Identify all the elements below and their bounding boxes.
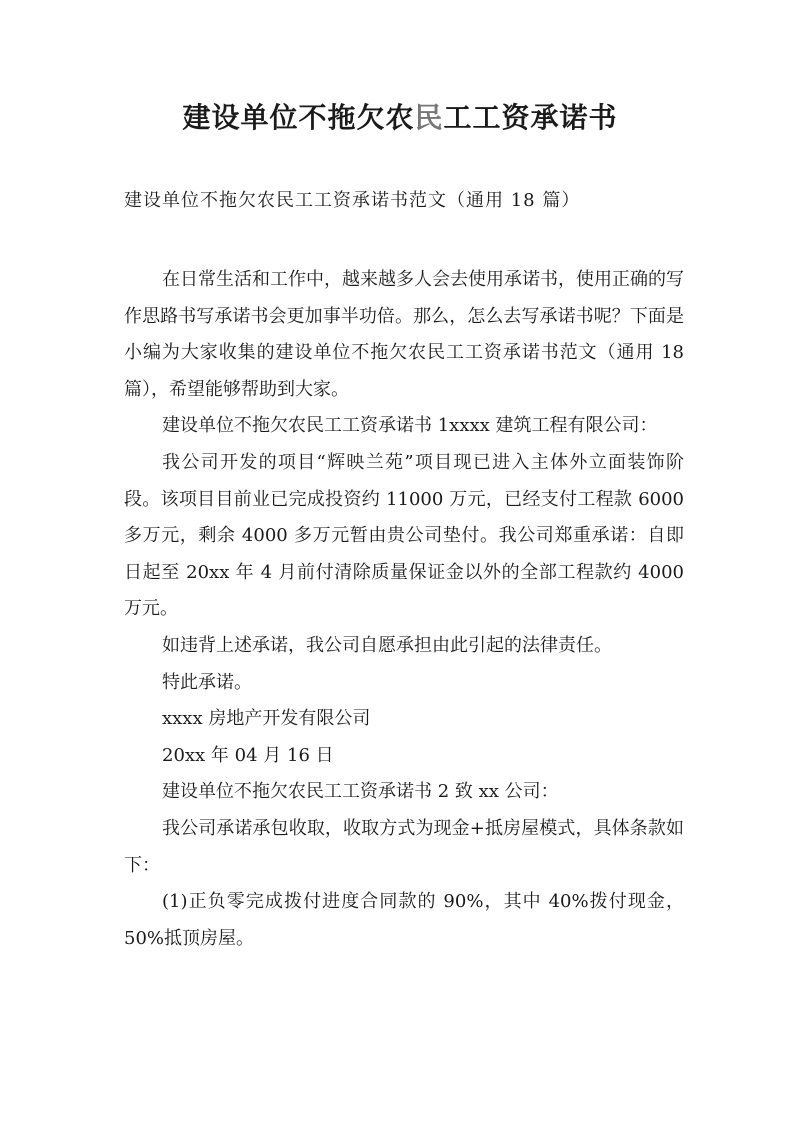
paragraph-project: 我公司开发的项目“辉映兰苑”项目现已进入主体外立面装饰阶段。该项目目前业已完成投资约 11000 万元，已经支付工程款 6000 多万元，剩余 4000 多万元暂由贵公司垫付。我公司郑重承诺：自即日起至 20xx 年 4 月前付清除质量保证金以外的全部工程款约 4000 万元。 <box>124 451 684 620</box>
document-subtitle: 建设单位不拖欠农民工工资承诺书范文（通用 18 篇） <box>124 190 581 211</box>
paragraph-liability: 如违背上述承诺，我公司自愿承担由此引起的法律责任。 <box>162 634 612 656</box>
paragraph-heading-1: 建设单位不拖欠农民工工资承诺书 1xxxx 建筑工程有限公司： <box>162 415 658 437</box>
paragraph-closing: 特此承诺。 <box>162 671 252 693</box>
paragraph-intro: 在日常生活和工作中，越来越多人会去使用承诺书，使用正确的写作思路书写承诺书会更加事半功倍。那么，怎么去写承诺书呢？下面是小编为大家收集的建设单位不拖欠农民工工资承诺书范文（通用 18 篇），希望能够帮助到大家。 <box>124 269 684 400</box>
document-body <box>124 262 684 957</box>
paragraph-term-1: (1)正负零完成拨付进度合同款的 90%，其中 40%拨付现金，50%抵顶房屋。 <box>124 891 684 949</box>
document-title <box>0 98 800 138</box>
paragraph-heading-2: 建设单位不拖欠农民工工资承诺书 2 致 xx 公司： <box>162 781 559 803</box>
title-highlight: 民 <box>414 101 444 134</box>
title-part-1: 建设单位不拖欠农 <box>182 101 415 134</box>
paragraph-signature-date: 20xx 年 04 月 16 日 <box>162 744 334 766</box>
paragraph-signature-company: xxxx 房地产开发有限公司 <box>162 708 371 730</box>
paragraph-terms-intro: 我公司承诺承包收取，收取方式为现金+抵房屋模式，具体条款如下： <box>124 817 684 876</box>
title-part-2: 工工资承诺书 <box>443 101 618 134</box>
